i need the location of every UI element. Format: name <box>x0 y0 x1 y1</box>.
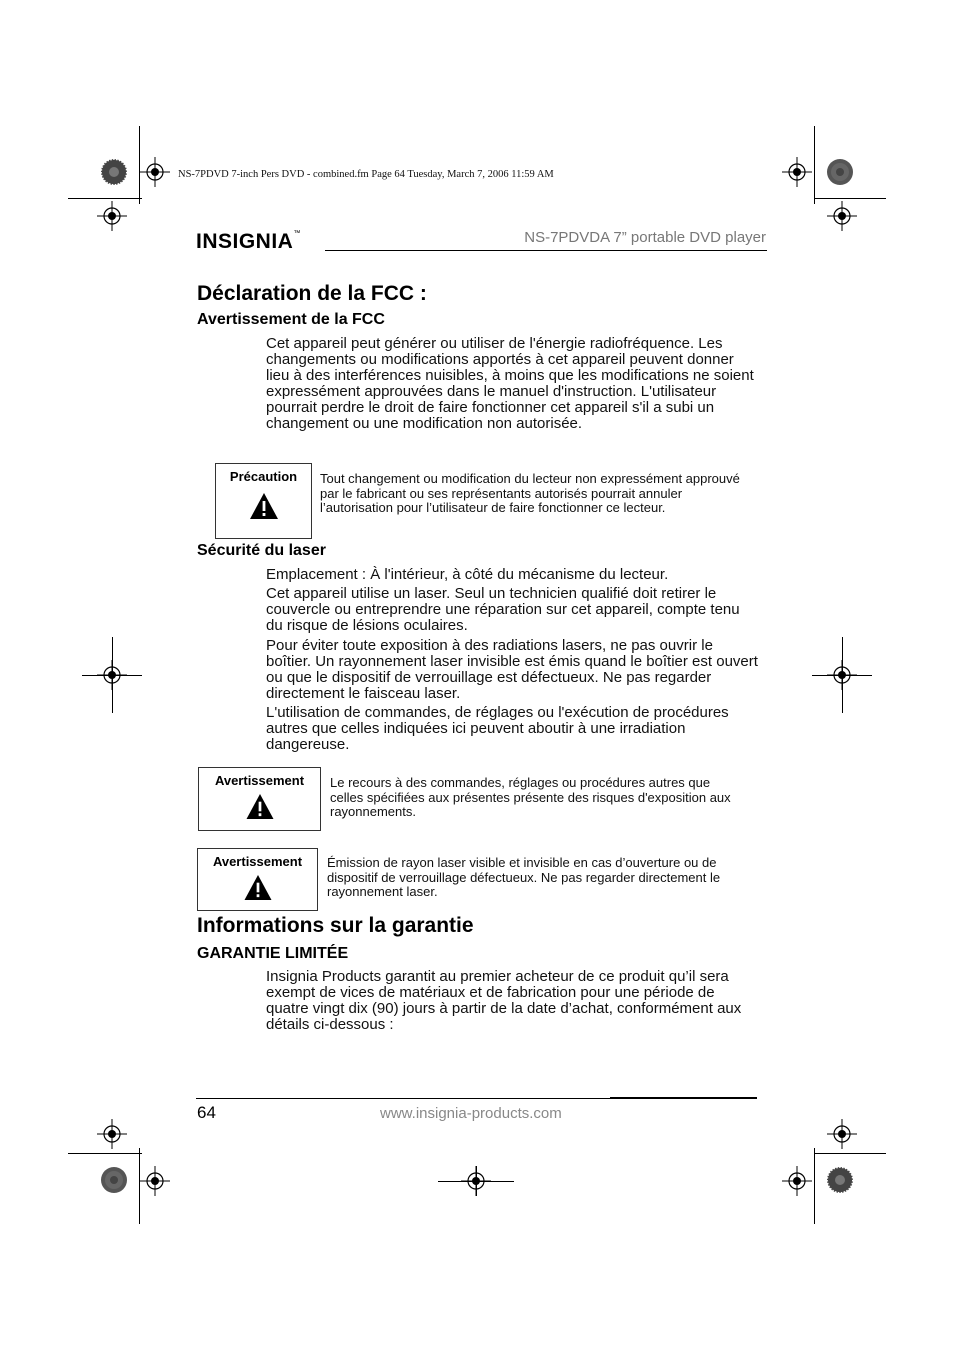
caution-label: Précaution <box>229 469 298 484</box>
laser-paragraph: Pour éviter toute exposition à des radiations lasers, ne pas ouvrir le boîtier. Un rayonnement laser invisible est émis quand le boîtier est ouvert ou que le dispositif de verrouillage est défectueux. Ne pas regarder directement le faisceau laser. <box>266 637 758 702</box>
warranty-text: Insignia Products garantit au premier acheteur de ce produit qu’il sera exempt de vices de matériaux et de fabrication pour une période de quatre vingt dix (90) jours à partir de la date d’achat, conformément aux détails ci-dessous : <box>266 968 742 1033</box>
color-rosette-icon <box>826 1166 854 1194</box>
crop-mark <box>814 198 886 199</box>
registration-mark-icon <box>140 1166 170 1196</box>
fcc-warning-heading: Avertissement de la FCC <box>197 311 385 328</box>
fcc-title: Déclaration de la FCC : <box>197 282 427 305</box>
crop-mark <box>68 198 142 199</box>
color-rosette-icon <box>100 1166 128 1194</box>
registration-mark-icon <box>827 201 857 231</box>
crop-mark <box>814 126 815 204</box>
registration-mark-icon <box>827 1119 857 1149</box>
warning-triangle-icon <box>245 793 275 820</box>
warning-label: Avertissement <box>212 854 303 869</box>
footer-rule-accent <box>610 1097 757 1099</box>
registration-mark-icon <box>827 660 857 690</box>
header-rule <box>325 250 767 251</box>
registration-mark-icon <box>140 157 170 187</box>
registration-mark-icon <box>97 660 127 690</box>
model-header: NS-7PDVDA 7” portable DVD player <box>524 229 766 246</box>
warranty-subheading: GARANTIE LIMITÉE <box>197 945 349 962</box>
insignia-logo <box>196 230 301 254</box>
laser-heading: Sécurité du laser <box>197 542 326 559</box>
caution-text: Tout changement ou modification du lecteur non expressément approuvé par le fabricant ou ses représentants autorisés pourrait annuler l’autorisation pour l’utilisateur de faire fonctionner ce lecteur. <box>320 471 740 515</box>
laser-paragraph: Cet appareil utilise un laser. Seul un technicien qualifié doit retirer le couvercle ou entreprendre une réparation sur cet appareil, compte tenu du risque de lésions oculaires. <box>266 585 740 634</box>
crop-mark <box>68 1153 142 1154</box>
warning-label: Avertissement <box>214 773 305 788</box>
registration-mark-icon <box>782 157 812 187</box>
registration-mark-icon <box>97 201 127 231</box>
slug-line: NS-7PDVD 7-inch Pers DVD - combined.fm Page 64 Tuesday, March 7, 2006 11:59 AM <box>178 169 554 180</box>
laser-paragraph: Emplacement : À l'intérieur, à côté du mécanisme du lecteur. <box>266 566 669 583</box>
color-rosette-icon <box>100 158 128 186</box>
page-number: 64 <box>197 1103 216 1122</box>
caution-box <box>215 463 312 539</box>
warning-box <box>197 848 318 911</box>
registration-mark-icon <box>782 1166 812 1196</box>
fcc-warning-text: Cet appareil peut générer ou utiliser de l'énergie radiofréquence. Les changements ou modifications apportés à cet appareil peuvent donner lieu à des interférences nuisibles, à moins que les modifications ne soient expressément approuvées dans le manuel d'instruction. L'utilisateur pourrait perdre le droit de faire fonctionner cet appareil s'il a subi un changement ou une modification non autorisée. <box>266 335 754 432</box>
crop-mark <box>438 1181 514 1182</box>
warning-triangle-icon <box>249 492 279 520</box>
warning-text: Émission de rayon laser visible et invisible en cas d’ouverture ou de dispositif de verrouillage défectueux. Ne pas regarder directement le rayonnement laser. <box>327 855 721 899</box>
warning-box <box>198 767 321 831</box>
footer-url[interactable]: www.insignia-products.com <box>380 1105 562 1122</box>
laser-paragraph: L'utilisation de commandes, de réglages ou l'exécution de procédures autres que celles indiquées ici peuvent aboutir à une irradiation dangereuse. <box>266 704 729 753</box>
crop-mark <box>814 1153 886 1154</box>
logo-trademark: ™ <box>293 230 301 237</box>
warning-text: Le recours à des commandes, réglages ou procédures autres que celles spécifiées aux présentes présente des risques d'exposition aux rayonnements. <box>330 775 731 819</box>
logo-text: INSIGNIA <box>196 230 294 253</box>
color-rosette-icon <box>826 158 854 186</box>
crop-mark <box>814 1148 815 1224</box>
registration-mark-icon <box>97 1119 127 1149</box>
warranty-title: Informations sur la garantie <box>197 914 474 937</box>
warning-triangle-icon <box>243 874 273 901</box>
